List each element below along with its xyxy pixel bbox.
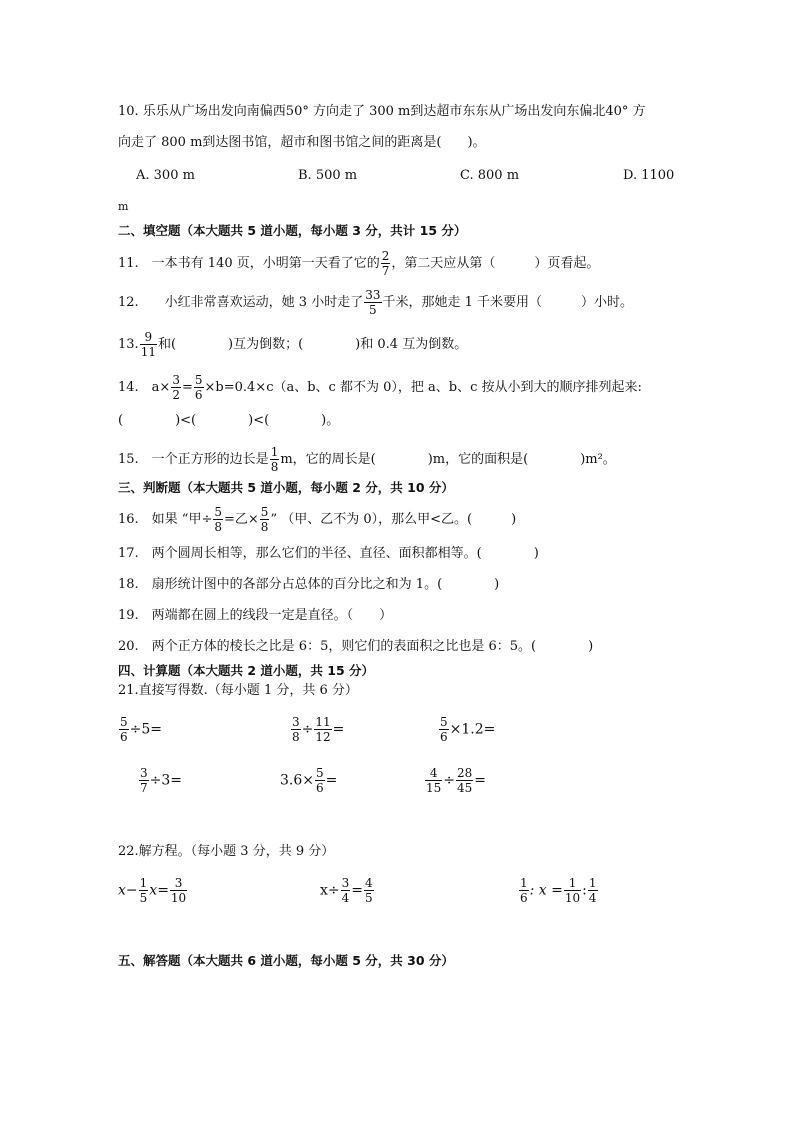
q15: 15. 一个正方形的边长是 $\frac{1}{8}$ m，它的周长是( )m，它的面积是( )m²。: [118, 445, 616, 474]
q10-option-b: B. 500 m: [298, 168, 358, 183]
fraction: $\frac{5}{8}$: [214, 505, 222, 534]
fraction: $\frac{5}{6}$: [440, 715, 448, 744]
q10-option-d: D. 1100: [623, 168, 675, 183]
fraction: $\frac{1}{8}$: [270, 445, 279, 474]
fraction: $\frac{5}{8}$: [260, 505, 269, 534]
q21-expr-2: $\frac{3}{8}$ ÷ $\frac{11}{12}$ =: [292, 715, 345, 744]
q21-expr-3: $\frac{5}{6}$ ×1.2=: [440, 715, 496, 744]
q19: 19. 两端都在圆上的线段一定是直径。（ ）: [118, 608, 393, 623]
q11: 11. 一本书有 140 页，小明第一天看了它的 $\frac{2}{7}$ ，第二天应从第（ ）页看起。: [118, 249, 600, 278]
section-2-title: 二、填空题（本大题共 5 道小题，每小题 3 分，共计 15 分）: [118, 223, 467, 238]
q21-expr-5: 3.6× $\frac{5}{6}$ =: [280, 766, 338, 795]
fraction: $\frac{2}{7}$: [381, 249, 390, 278]
q18: 18. 扇形统计图中的各部分占总体的百分比之和为 1。( ): [118, 577, 500, 592]
section-3-title: 三、判断题（本大题共 5 道小题，每小题 2 分，共 10 分）: [118, 480, 454, 495]
fraction: $\frac{9}{11}$: [140, 330, 156, 359]
fraction: $\frac{28}{45}$: [457, 766, 473, 795]
q16: 16. 如果 “甲÷ $\frac{5}{8}$ =乙× $\frac{5}{8}$ ” （甲、乙不为 0），那么甲<乙。( ): [118, 505, 517, 534]
q17: 17. 两个圆周长相等，那么它们的半径、直径、面积都相等。( ): [118, 546, 539, 561]
q21-expr-4: $\frac{3}{7}$ ÷3=: [140, 766, 183, 795]
q10-line1: 10. 乐乐从广场出发向南偏西50° 方向走了 300 m到达超市东东从广场出发向东偏北40° 方: [118, 104, 646, 119]
fraction: $\frac{4}{15}$: [426, 766, 442, 795]
fraction: $\frac{3}{8}$: [292, 715, 300, 744]
q21-expr-1: $\frac{5}{6}$ ÷5=: [120, 715, 163, 744]
q13: 13. $\frac{9}{11}$ 和( )互为倒数；( )和 0.4 互为倒数。: [118, 330, 468, 359]
q10-option-a: A. 300 m: [136, 168, 195, 183]
fraction: $\frac{1}{5}$: [139, 876, 148, 905]
q21-expr-6: $\frac{4}{15}$ ÷ $\frac{28}{45}$ =: [426, 766, 487, 795]
fraction: $\frac{1}{4}$: [588, 876, 597, 905]
fraction: $\frac{33}{5}$: [365, 288, 381, 317]
fraction: $\frac{11}{12}$: [315, 715, 331, 744]
q12: 12. 小红非常喜欢运动，她 3 小时走了 $\frac{33}{5}$ 千米，那她走 1 千米要用（ ）小时。: [118, 288, 634, 317]
section-5-title: 五、解答题（本大题共 6 道小题，每小题 5 分，共 30 分）: [118, 953, 454, 968]
fraction: $\frac{1}{10}$: [564, 876, 581, 905]
q22-equation-3: $\frac{1}{6}$ : x = $\frac{1}{10}$ : $\frac{1}{4}$: [520, 876, 597, 905]
fraction: $\frac{3}{7}$: [140, 766, 148, 795]
q21-title: 21.直接写得数.（每小题 1 分，共 6 分）: [118, 683, 358, 698]
q14-line2: ( )<( )<( )。: [118, 413, 340, 428]
q10-line2: 向走了 800 m到达图书馆，超市和图书馆之间的距离是( )。: [118, 135, 486, 150]
q22-equation-1: x− $\frac{1}{5}$ x= $\frac{3}{10}$: [118, 876, 187, 905]
q20: 20. 两个正方体的棱长之比是 6：5，则它们的表面积之比也是 6：5。( ): [118, 639, 594, 654]
fraction: $\frac{3}{4}$: [341, 876, 350, 905]
fraction: $\frac{3}{2}$: [172, 373, 180, 402]
q22-equation-2: x÷ $\frac{3}{4}$ = $\frac{4}{5}$: [320, 876, 373, 905]
fraction: $\frac{5}{6}$: [120, 715, 128, 744]
q10-option-wrap: m: [118, 200, 129, 213]
q14-line1: 14. a× $\frac{3}{2}$ = $\frac{5}{6}$ ×b=0.4×c（a、b、c 都不为 0），把 a、b、c 按从小到大的顺序排列起来:: [118, 373, 642, 402]
fraction: $\frac{5}{6}$: [316, 766, 324, 795]
fraction: $\frac{1}{6}$: [520, 876, 528, 905]
q22-title: 22.解方程。（每小题 3 分，共 9 分）: [118, 844, 335, 859]
fraction: $\frac{4}{5}$: [365, 876, 373, 905]
q10-option-c: C. 800 m: [460, 168, 520, 183]
fraction: $\frac{3}{10}$: [170, 876, 187, 905]
section-4-title: 四、计算题（本大题共 2 道小题，共 15 分）: [118, 663, 375, 678]
fraction: $\frac{5}{6}$: [194, 373, 203, 402]
